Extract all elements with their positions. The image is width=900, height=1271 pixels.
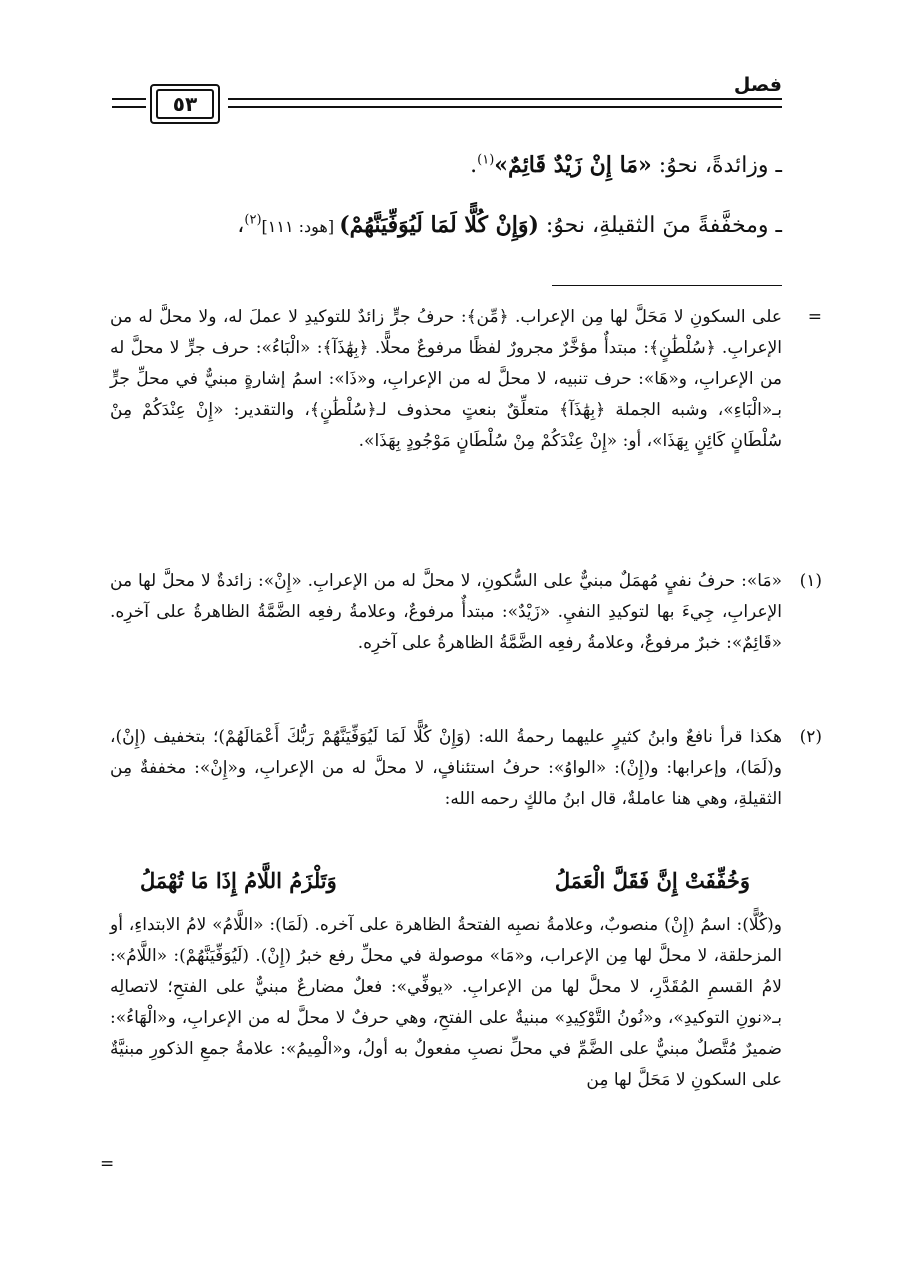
line1-prefix: ـ وزائدةً، نحوُ: [651,153,782,178]
line1-quote: «مَا إِنْ زَيْدٌ قَائِمٌ» [494,152,652,178]
poem-verse [140,868,750,893]
footnote-2 [110,722,822,815]
footnote-text-2: هكذا قرأ نافعٌ وابنُ كثيرٍ عليهما رحمةُ الله: (وَإِنْ كُلًّا لَمَا لَيُوَفِّيَنَّهُمْ رَبُّكَ أَعْمَالَهُمْ)؛ بتخفيف (إِنْ)، و(لَمَا)، وإعرابها: و(إِنْ): «الواوُ»: حرفُ استئنافٍ، لا محلَّ له من الإعرابِ، و«إِنْ»: مخففةٌ مِن الثقيلةِ، وهي هنا عاملةٌ، قال ابنُ مالكٍ رحمه الله: [110,727,782,809]
header-rule-bottom-right [228,106,782,108]
header-rule-top-right [228,98,782,100]
footnote-marker-continued: = [807,307,822,327]
continuation-end-marker: = [100,1154,115,1174]
footnote-continued [110,302,822,457]
header-rule-top-left [112,98,146,100]
chapter-title: فصل [733,74,782,96]
line2-source: [هود: ١١١] [261,217,340,236]
page-number-frame [150,84,220,124]
page-number: ٥٣ [156,89,214,119]
footnote-ref-2[interactable]: (٢) [244,212,262,228]
footnote-marker-1: (١) [799,571,822,591]
line2-quote: (وَإِنْ كُلًّا لَمَا لَيُوَفِّيَنَّهُمْ) [339,212,539,238]
line2-end: ، [237,213,245,238]
footnote-text-1: «مَا»: حرفُ نفيٍ مُهمَلٌ مبنيٌّ على السُّكونِ، لا محلَّ له من الإعرابِ. «إِنْ»: زائدةٌ لا محلَّ لها من الإعرابِ، جِيءَ بها لتوكيدِ النفيِ. «زَيْدٌ»: مبتدأٌ مرفوعٌ، وعلامةُ رفعِه الضَّمَّةُ الظاهرةُ على آخرِه. «قَائِمٌ»: خبرٌ مرفوعٌ، وعلامةُ رفعِه الضَّمَّةُ الظاهرةُ على آخرِه. [110,571,782,653]
poem-hemistich-left: وَتَلْزَمُ اللَّامُ إِذَا مَا تُهْمَلُ [140,868,337,893]
footnote-text-continued: على السكونِ لا مَحَلَّ لها مِن الإعراب. ﴿مِّن﴾: حرفُ جرٍّ زائدٌ للتوكيدِ لا عملَ له، ولا محلَّ له من الإعرابِ. ﴿سُلْطَٰنٍ﴾: مبتدأٌ مؤخَّرٌ مجرورٌ لفظًا مرفوعٌ محلًّا. ﴿بِهَٰذَآ﴾: «الْبَاءُ»: حرف جرٍّ لا محلَّ له من الإعرابِ، و«هَا»: حرف تنبيه، لا محلَّ له من الإعرابِ، و«ذَا»: اسمُ إشارةٍ مبنيٌّ في محلِّ جرٍّ بـ«الْبَاءِ»، وشبه الجملة ﴿بِهَٰذَآ﴾ متعلِّقٌ بنعتٍ محذوف لـ﴿سُلْطَٰنٍ﴾، والتقدير: «إِنْ عِنْدَكُمْ مِنْ سُلْطَانٍ كَائِنٍ بِهَذَا»، أو: «إِنْ عِنْدَكُمْ مِنْ سُلْطَانٍ مَوْجُودٍ بِهَذَا». [110,307,783,451]
poem-hemistich-right: وَخُفِّفَتْ إِنَّ فَقَلَّ الْعَمَلُ [554,868,750,893]
header-rule-bottom-left [112,106,146,108]
footnote-ref-1[interactable]: (١) [477,152,495,168]
main-line-2 [110,212,782,238]
line1-end: . [470,153,478,178]
footnote-marker-2: (٢) [799,727,822,747]
continuation-text: و(كُلًّا): اسمُ (إِنْ) منصوبٌ، وعلامةُ نصبِه الفتحةُ الظاهرة على آخره. (لَمَا): «اللَّامُ» لامُ الابتداءِ، أو المزحلقة، لا محلَّ لها مِن الإعراب، و«مَا» موصولة في محلِّ رفع خبرُ (إِنْ). (لَيُوَفِّيَنَّهُمْ): «اللَّامُ»: لامُ القسمِ المُقَدَّرِ، لا محلَّ لها من الإعرابِ. «يوفِّي»: فعلٌ مضارعٌ مبنيٌّ على الفتحِ؛ لاتصالِه بـ«نونِ التوكيدِ»، و«نُونُ التَّوْكِيدِ» مبنيةٌ على الفتحِ، وهي حرفٌ لا محلَّ له من الإعرابِ، و«الْهَاءُ»: ضميرٌ مُتَّصلٌ مبنيٌّ على الضَّمِّ في محلِّ نصبِ مفعولٌ به أولُ، و«الْمِيمُ»: علامةُ جمعِ الذكورِ مبنيَّةٌ على السكونِ لا مَحَلَّ لها مِن [110,915,782,1090]
main-line-1 [110,152,782,178]
footnote-1 [110,566,822,659]
footnote-2-continuation [110,910,782,1096]
line2-prefix: ـ ومخفَّفةً منَ الثقيلةِ، نحوُ: [538,213,782,238]
footnote-separator [552,285,782,286]
